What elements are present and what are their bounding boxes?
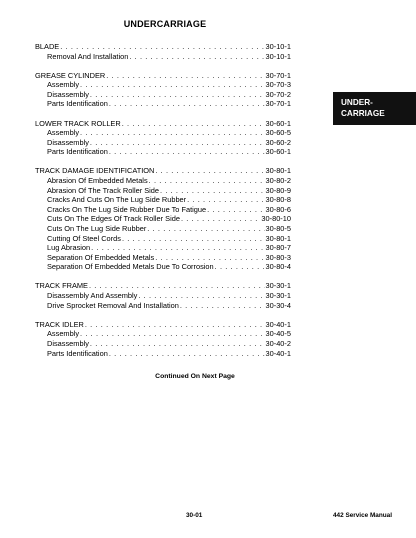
dot-leader [89,281,265,291]
dot-leader [155,253,264,263]
dot-leader [180,301,265,311]
toc-page-reference: 30-70-1 [265,70,291,80]
toc-entry [35,253,291,263]
toc-entry-label: Assembly [47,128,80,138]
dot-leader [80,329,264,339]
toc-entry-label: TRACK DAMAGE IDENTIFICATION [35,166,155,176]
toc-page-reference: 30-10-1 [265,42,291,51]
dot-leader [181,214,260,224]
toc-entry-label: Parts Identification [47,348,108,358]
toc-section-heading [35,42,291,52]
toc-entry [35,301,291,311]
toc-page-reference: 30-80-8 [265,195,291,205]
dot-leader [60,42,264,52]
toc-entry [35,186,291,196]
dot-leader [187,195,264,205]
toc-section-heading [35,281,291,291]
toc-entry-label: TRACK IDLER [35,319,84,329]
toc-entry [35,128,291,138]
toc-entry [35,262,291,272]
toc-entry-label: TRACK FRAME [35,281,88,291]
dot-leader [122,119,265,129]
toc-entry-label: Cuts On The Edges Of Track Roller Side [47,214,180,224]
dot-leader [122,234,265,244]
toc-entry-label: Parts Identification [47,147,108,157]
toc-section [35,42,291,61]
toc-entry-label: Lug Abrasion [47,243,91,253]
toc-entry-label: Abrasion Of The Track Roller Side [47,185,160,195]
toc-page-reference: 30-60-1 [265,147,291,157]
toc-entry [35,243,291,253]
toc-section-heading [35,166,291,176]
toc-section-heading [35,71,291,81]
toc-section [35,281,291,310]
toc-page-reference: 30-40-5 [265,329,291,339]
toc-entry-label: Cracks And Cuts On The Lug Side Rubber [47,195,187,205]
toc-entry [35,147,291,157]
dot-leader [207,205,264,215]
dot-leader [149,176,265,186]
dot-leader [109,147,265,157]
footer-page-number: 30-01 [186,512,203,519]
toc-section [35,119,291,157]
toc-page-reference: 30-80-6 [265,204,291,214]
dot-leader [85,320,265,330]
toc-entry [35,349,291,359]
toc-page-reference: 30-40-2 [265,338,291,348]
toc-page-reference: 30-80-1 [265,166,291,176]
toc-page-reference: 30-80-10 [261,214,291,224]
toc-entry-label: Cuts On The Lug Side Rubber [47,224,147,233]
toc-entry [35,176,291,186]
toc-page-reference: 30-70-2 [265,89,291,99]
toc-entry [35,80,291,90]
toc-entry [35,99,291,109]
toc-entry-label: BLADE [35,42,60,51]
toc-entry-label: Abrasion Of Embedded Metals [47,176,148,186]
toc-page-reference: 30-10-1 [265,51,291,61]
toc-page-reference: 30-80-1 [265,233,291,243]
toc-page-reference: 30-60-1 [265,118,291,128]
dot-leader [109,349,265,359]
toc-page-reference: 30-30-1 [265,281,291,291]
toc-entry-label: Disassembly [47,137,89,147]
toc-section [35,71,291,109]
dot-leader [80,80,264,90]
toc-section-heading [35,119,291,129]
toc-entry [35,234,291,244]
dot-leader [155,166,264,176]
toc-entry [35,195,291,205]
footer-manual-title: 442 Service Manual [333,512,392,519]
section-tab-line-1: UNDER- [341,98,373,107]
toc-entry-label: Removal And Installation [47,51,129,61]
dot-leader [90,138,265,148]
toc-entry [35,138,291,148]
toc-page-reference: 30-30-1 [265,291,291,301]
dot-leader [129,52,264,62]
toc-section-heading [35,320,291,330]
toc-entry [35,339,291,349]
toc-entry-label: Disassembly [47,89,89,99]
section-tab-line-2: CARRIAGE [341,108,385,118]
toc-page-reference: 30-60-5 [265,128,291,138]
dot-leader [160,186,265,196]
toc-entry [35,329,291,339]
toc-entry [35,214,291,224]
toc-section [35,166,291,272]
table-of-contents [35,42,291,368]
toc-entry-label: Cracks On The Lug Side Rubber Due To Fatigue [47,204,207,214]
toc-entry [35,291,291,301]
continued-note: Continued On Next Page [155,373,235,380]
dot-leader [138,291,264,301]
toc-page-reference: 30-80-3 [265,252,291,262]
toc-entry-label: GREASE CYLINDER [35,70,106,80]
toc-page-reference: 30-80-7 [265,243,291,253]
toc-page-reference: 30-30-4 [265,300,291,310]
toc-entry [35,90,291,100]
toc-page-reference: 30-40-1 [265,319,291,329]
dot-leader [109,99,265,109]
toc-page-reference: 30-40-1 [265,348,291,358]
dot-leader [90,90,265,100]
toc-page-reference: 30-60-2 [265,137,291,147]
dot-leader [90,339,265,349]
toc-entry [35,52,291,62]
toc-entry-label: Disassembly [47,338,89,348]
toc-entry-label: Assembly [47,329,80,339]
toc-page-reference: 30-80-9 [265,185,291,195]
toc-entry-label: Assembly [47,80,80,90]
toc-entry-label: Drive Sprocket Removal And Installation [47,300,179,310]
toc-entry-label: Separation Of Embedded Metals [47,252,155,262]
dot-leader [106,71,264,81]
toc-entry-label: Parts Identification [47,99,108,109]
toc-entry-label: Separation Of Embedded Metals Due To Corrosion [47,262,214,272]
toc-entry-label: Disassembly And Assembly [47,291,138,301]
toc-page-reference: 30-80-2 [265,176,291,186]
toc-entry-label: LOWER TRACK ROLLER [35,118,121,128]
toc-entry-label: Cutting Of Steel Cords [47,233,121,243]
page-title: UNDERCARRIAGE [123,19,207,29]
dot-leader [215,262,265,272]
dot-leader [80,128,264,138]
toc-section [35,320,291,358]
dot-leader [147,224,264,234]
toc-entry [35,205,291,215]
toc-page-reference: 30-70-3 [265,80,291,90]
section-tab [333,92,416,125]
toc-page-reference: 30-70-1 [265,99,291,109]
toc-page-reference: 30-80-4 [265,262,291,272]
dot-leader [91,243,264,253]
toc-page-reference: 30-80-5 [265,224,291,233]
toc-entry [35,224,291,234]
